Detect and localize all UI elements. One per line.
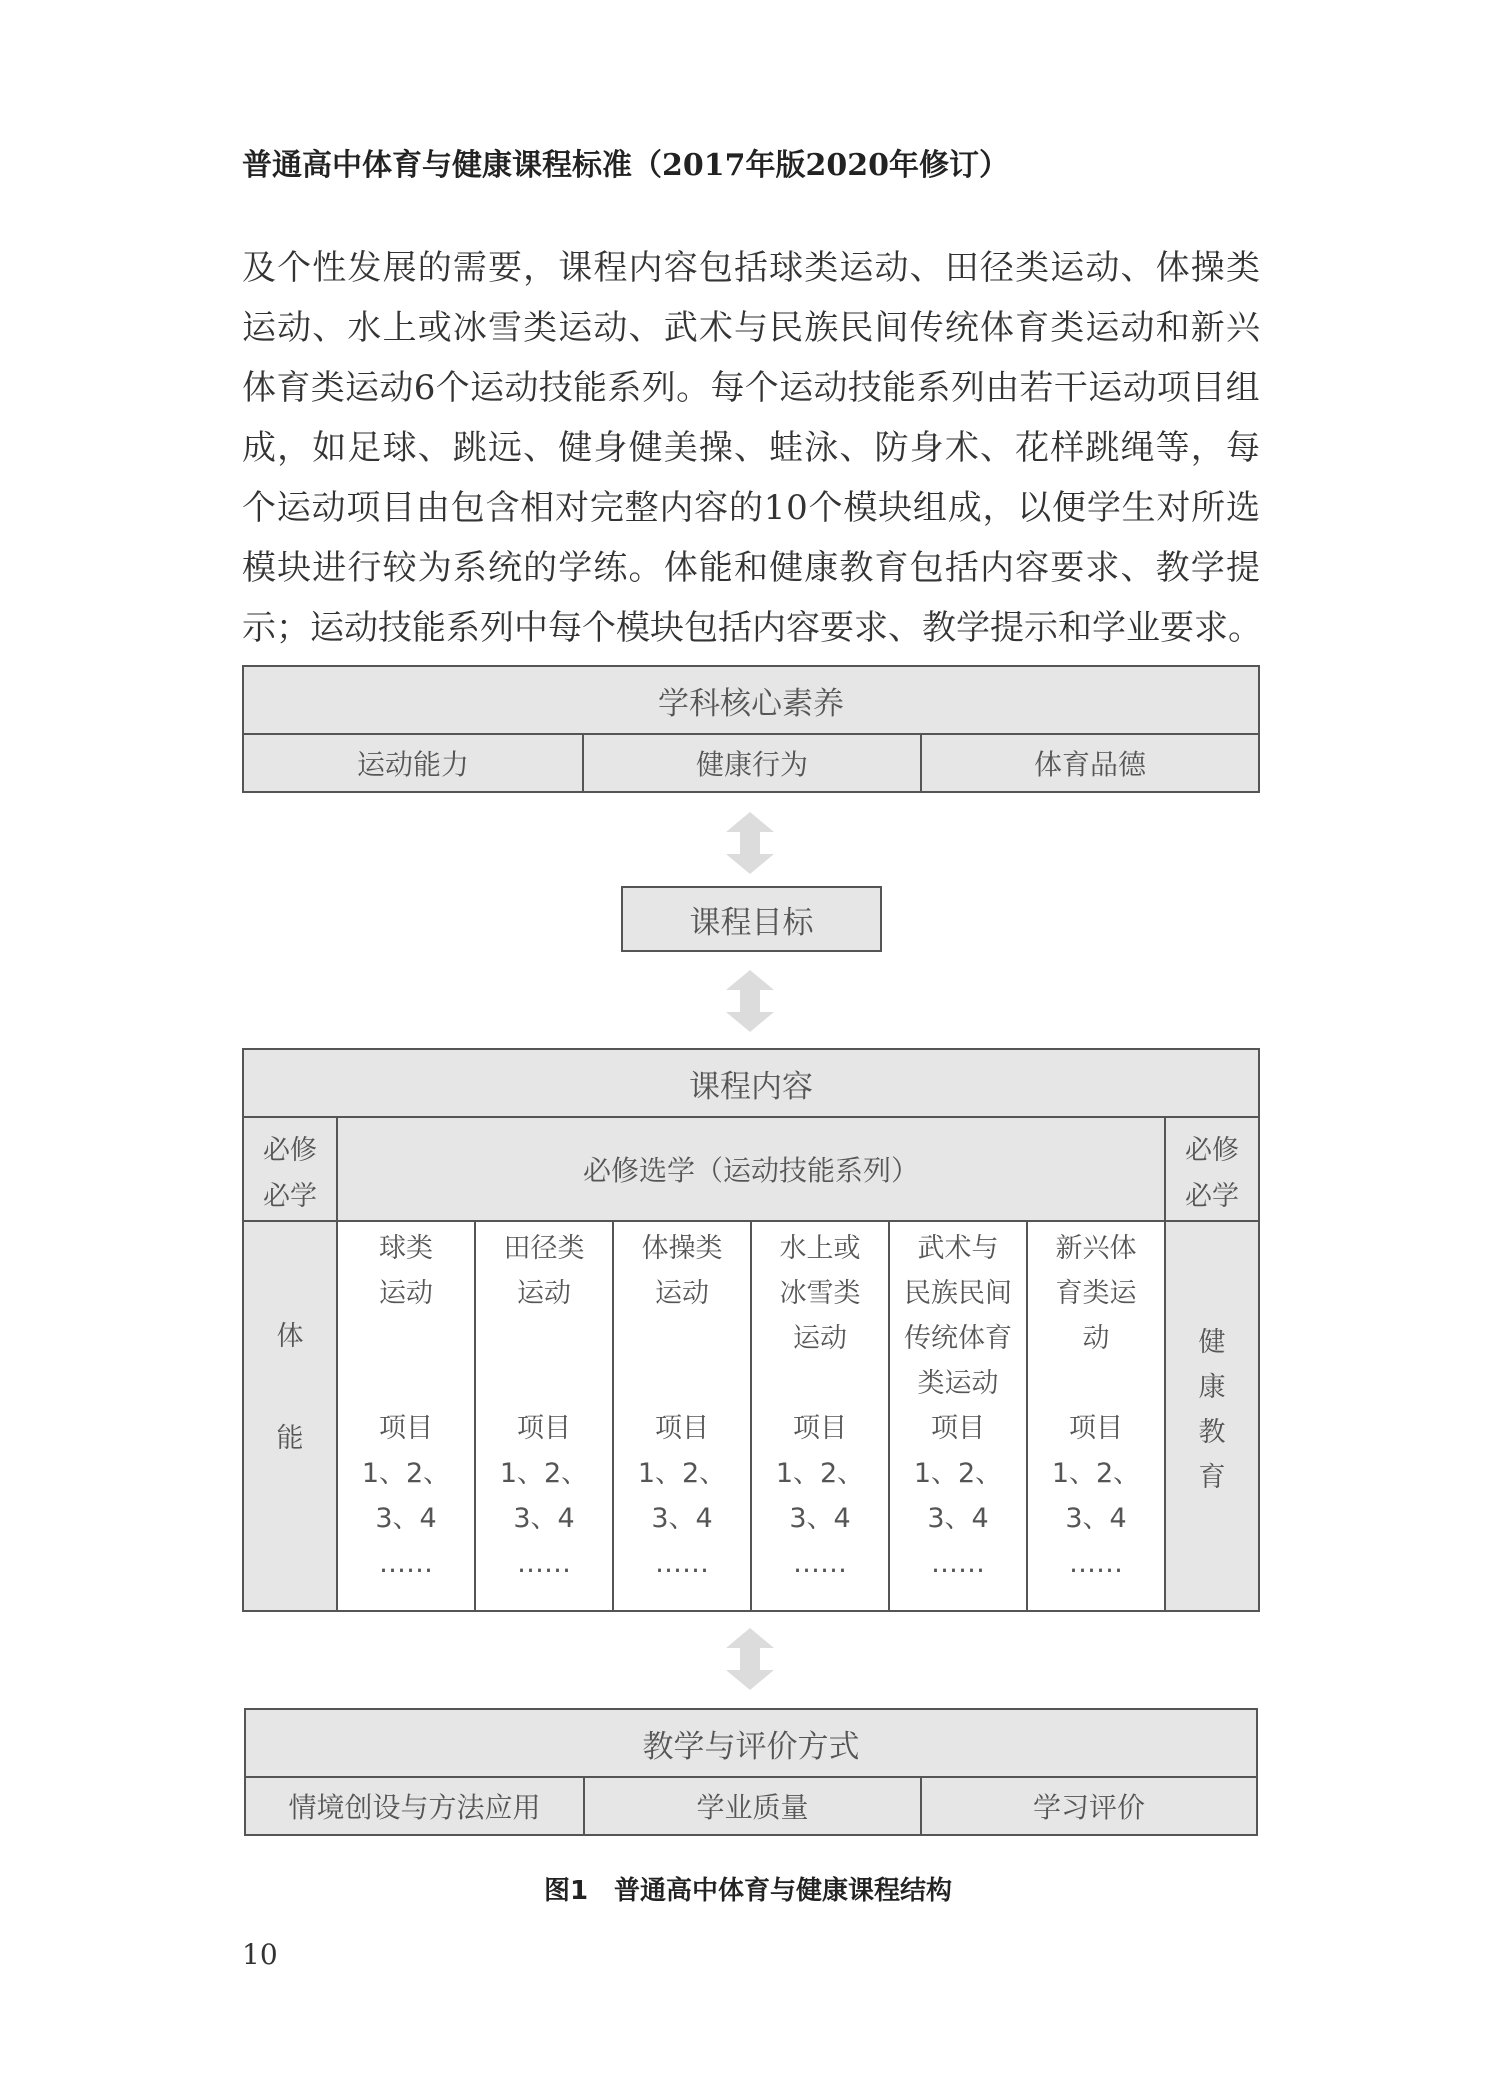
skill-column-name: 体操类 运动: [641, 1233, 723, 1309]
body-paragraph: [242, 238, 1260, 658]
course-goal-label: 课程目标: [689, 904, 814, 941]
paragraph-line: 及 个 性 发 展 的 需 要 ， 课 程 内 容 包 括 球 类 运 动 、 田 径 类 运 动 、 体 操 类: [242, 248, 1260, 288]
teaching-item-assessment: 学习评价: [1032, 1791, 1145, 1824]
core-item-motor-ability: 运动能力: [356, 748, 469, 781]
paragraph-line: 运 动 、 水 上 或 冰 雪 类 运 动 、 武 术 与 民 族 民 间 传 统 体 育 类 运 动 和 新 兴: [242, 308, 1260, 348]
skill-column-name: 田径类 运动: [503, 1233, 585, 1309]
core-item-sports-ethics: 体育品德: [1033, 748, 1146, 781]
teaching-evaluation-title: 教学与评价方式: [642, 1728, 860, 1765]
double-arrow-icon: [726, 970, 774, 1032]
skill-column-items: 项目 1、2、 3、4 ……: [913, 1413, 1003, 1579]
double-arrow-icon: [726, 812, 774, 874]
paragraph-line: 模 块 进 行 较 为 系 统 的 学 练 。 体 能 和 健 康 教 育 包 括 内 容 要 求 、 教 学 提: [242, 548, 1260, 588]
skill-column-name: 武术与 民族民间 传统体育 类运动: [904, 1233, 1012, 1399]
skill-column-items: 项目 1、2、 3、4 ……: [637, 1413, 727, 1579]
teaching-item-context: 情境创设与方法应用: [288, 1791, 541, 1824]
page-number: 10: [242, 1938, 278, 1971]
physical-fitness-label: 体 能: [276, 1321, 304, 1454]
teaching-item-quality: 学业质量: [696, 1791, 809, 1824]
running-header: 普通高中体育与健康课程标准（2017年版2020年修订）: [242, 148, 1009, 183]
skill-column-name: 球类 运动: [379, 1233, 433, 1309]
paragraph-line: 成 ， 如 足 球 、 跳 远 、 健 身 健 美 操 、 蛙 泳 、 防 身 术 、 花 样 跳 绳 等 ， 每: [242, 428, 1260, 468]
skill-column-name: 水上或 冰雪类 运动: [779, 1233, 861, 1354]
core-item-health-behavior: 健康行为: [695, 748, 808, 781]
paragraph-line: 示 ； 运 动 技 能 系 列 中 每 个 模 块 包 括 内 容 要 求 、 教 学 提 示 和 学 业 要 求 。: [242, 608, 1262, 648]
teaching-evaluation-box: [244, 1708, 1258, 1836]
required-header-left: 必修 必学: [263, 1135, 317, 1212]
required-header-right: 必修 必学: [1185, 1135, 1239, 1212]
health-education-label: 健 康 教 育: [1198, 1327, 1226, 1493]
course-content-box: [242, 1048, 1260, 1612]
core-literacy-box: [242, 665, 1260, 793]
paragraph-line: 体 育 类 运 动 6 个 运 动 技 能 系 列 。 每 个 运 动 技 能 系 列 由 若 干 运 动 项 目 组: [242, 368, 1260, 408]
skill-column-items: 项目 1、2、 3、4 ……: [775, 1413, 865, 1579]
double-arrow-icon: [726, 1628, 774, 1690]
paragraph-line: 个 运 动 项 目 由 包 含 相 对 完 整 内 容 的 1 0 个 模 块 组 成 ， 以 便 学 生 对 所 选: [242, 488, 1260, 528]
course-goal-box: [621, 886, 882, 952]
core-literacy-title: 学科核心素养: [658, 685, 844, 722]
skill-column-items: 项目 1、2、 3、4 ……: [1051, 1413, 1141, 1579]
elective-header: 必修选学（运动技能系列）: [582, 1154, 919, 1187]
figure-caption: 图1 普通高中体育与健康课程结构: [543, 1876, 953, 1906]
skill-column-name: 新兴体 育类运 动: [1055, 1233, 1137, 1354]
course-content-title: 课程内容: [689, 1068, 813, 1105]
skill-column-items: 项目 1、2、 3、4 ……: [361, 1413, 451, 1579]
skill-column-items: 项目 1、2、 3、4 ……: [499, 1413, 589, 1579]
